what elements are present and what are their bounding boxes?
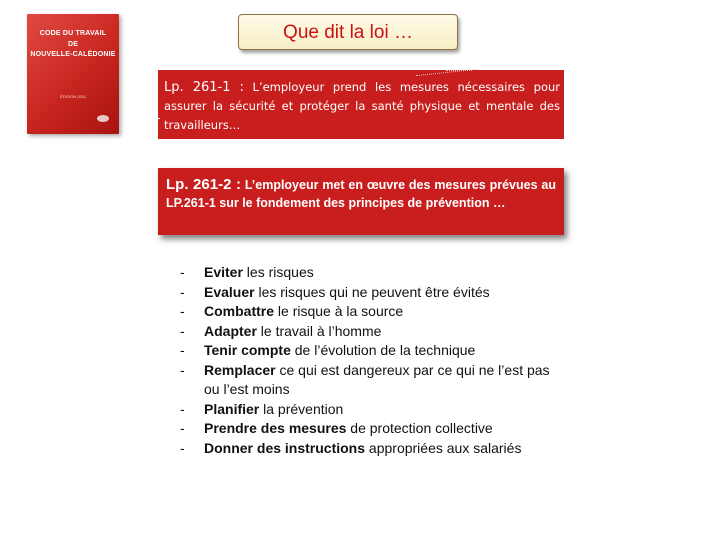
list-dash: - [180,264,185,280]
margin-mark [154,118,160,119]
principle-text: de l’évolution de la technique [290,342,476,358]
list-dash: - [180,322,185,339]
code-du-travail-book-cover [27,14,119,134]
list-item [180,341,560,361]
cover-title-line-1: CODE DU TRAVAIL [39,30,107,37]
list-item [180,322,560,342]
principle-keyword: Planifier [204,400,260,417]
principle-keyword: Combattre [204,303,275,319]
list-item [180,263,560,283]
principle-text: ce qui est dangereux par ce qui ne l’est pas ou l’est moins [204,361,550,397]
list-dash: - [180,303,185,319]
principle-text: la prévention [259,400,344,417]
list-item [180,283,560,303]
principle-keyword: Eviter [204,264,243,280]
article-lp-261-1-panel [158,70,564,139]
list-item [180,419,560,439]
slide-title: Que dit la loi … [283,22,413,43]
principle-keyword: Prendre des mesures [204,420,347,436]
principle-keyword: Adapter [204,322,257,339]
list-item [180,439,560,459]
article-lp-261-2-ref: Lp. 261-2 : [166,176,241,193]
principle-text: de protection collective [346,420,493,436]
principle-text: le travail à l’homme [256,322,382,339]
article-lp-261-1-body: L’employeur prend les mesures nécessaires pour assurer la sécurité et protéger la santé physique et mentale des travailleurs… [164,80,561,132]
article-lp-261-1-ref: Lp. 261-1 : [164,80,244,95]
list-dash: - [180,439,185,456]
article-lp-261-2-body: L’employeur met en œuvre des mesures prévues au LP.261-1 sur le fondement des principes de prévention … [166,178,556,210]
list-item [180,400,560,420]
list-dash: - [180,420,185,436]
dotted-annotation-line [446,70,472,71]
principle-keyword: Donner des instructions [204,439,366,456]
principle-keyword: Tenir compte [204,342,291,358]
article-lp-261-2-text-block [166,176,556,212]
principle-keyword: Remplacer [204,361,276,378]
cover-logo-icon [97,115,109,122]
principle-text: le risque à la source [274,303,404,319]
principle-keyword: Evaluer [204,283,255,300]
list-dash: - [180,400,185,417]
principle-text: appropriées aux salariés [365,439,522,456]
list-dash: - [180,342,185,358]
principle-text: les risques qui ne peuvent être évités [254,283,490,300]
cover-title-line-2: DE [67,41,79,48]
article-lp-261-2-panel [158,168,564,235]
list-dash: - [180,283,185,300]
cover-edition: ÉDITION 2011 [60,94,86,99]
cover-title-line-3: NOUVELLE-CALÉDONIE [30,51,116,58]
article-lp-261-1-text-block [164,78,560,135]
list-dash: - [180,361,185,378]
slide-title-box [238,14,458,50]
list-item [180,302,560,322]
prevention-principles-list [180,263,560,458]
list-item [180,361,560,400]
principle-text: les risques [242,264,314,280]
